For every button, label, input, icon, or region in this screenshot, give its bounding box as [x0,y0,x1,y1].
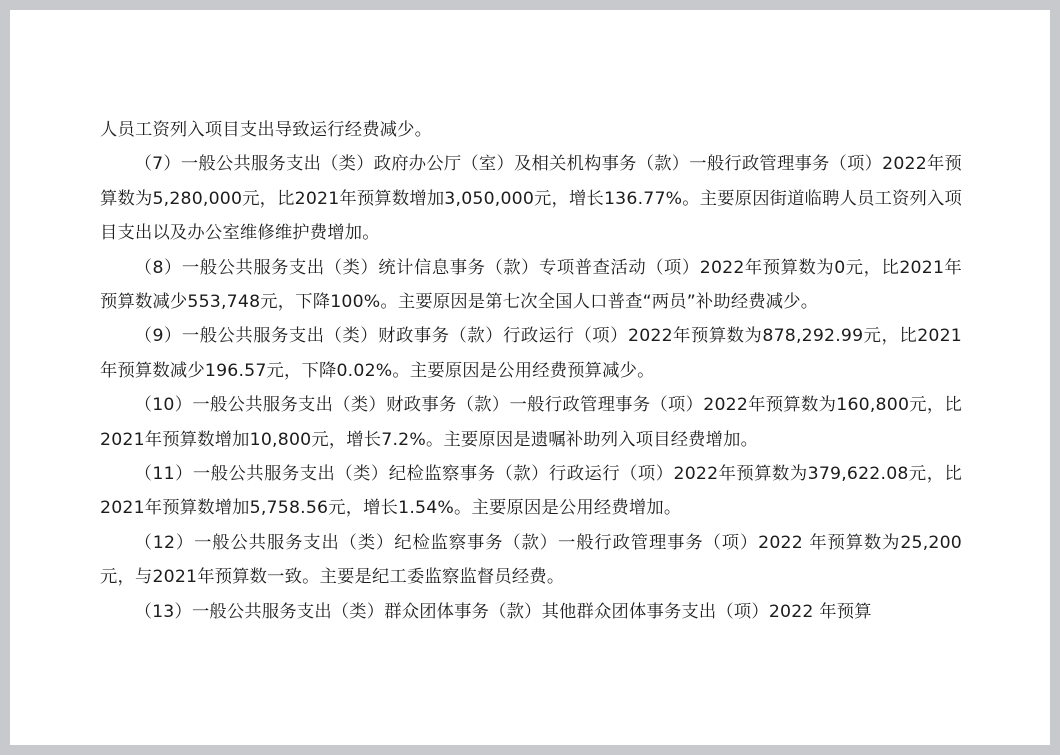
document-body [100,113,962,629]
paragraph-item-7: （7）一般公共服务支出（类）政府办公厅（室）及相关机构事务（款）一般行政管理事务（项）2022年预算数为5,280,000元，比2021年预算数增加3,050,000元，增长136.77%。主要原因街道临聘人员工资列入项目支出以及办公室维修维护费增加。 [100,154,962,244]
paragraph-item-11: （11）一般公共服务支出（类）纪检监察事务（款）行政运行（项）2022年预算数为379,622.08元，比2021年预算数增加5,758.56元，增长1.54%。主要原因是公用经费增加。 [100,464,962,519]
paragraph-item-8: （8）一般公共服务支出（类）统计信息事务（款）专项普查活动（项）2022年预算数为0元，比2021年预算数减少553,748元，下降100%。主要原因是第七次全国人口普查“两员”补助经费减少。 [100,257,962,313]
paragraph-continuation: 人员工资列入项目支出导致运行经费减少。 [100,120,433,140]
paragraph-item-13: （13）一般公共服务支出（类）群众团体事务（款）其他群众团体事务支出（项）2022 年预算 [134,601,872,622]
paragraph-item-9: （9）一般公共服务支出（类）财政事务（款）行政运行（项）2022年预算数为878,292.99元，比2021年预算数减少196.57元，下降0.02%。主要原因是公用经费预算减少。 [100,326,962,381]
document-page [10,10,1050,745]
paragraph-item-12: （12）一般公共服务支出（类）纪检监察事务（款）一般行政管理事务（项）2022 年预算数为25,200元，与2021年预算数一致。主要是纪工委监察监督员经费。 [100,532,962,588]
paragraph-item-10: （10）一般公共服务支出（类）财政事务（款）一般行政管理事务（项）2022年预算数为160,800元，比2021年预算数增加10,800元，增长7.2%。主要原因是遗嘱补助列入项目经费增加。 [100,395,962,450]
